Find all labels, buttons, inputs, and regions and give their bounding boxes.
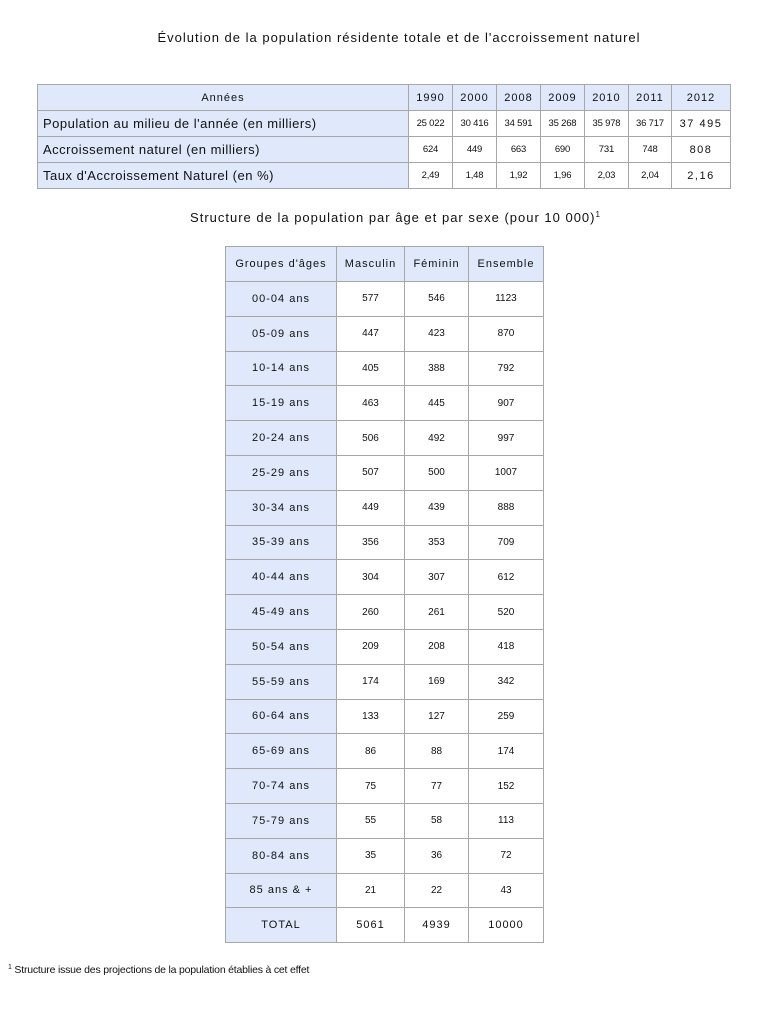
table-row [226, 629, 544, 664]
year-header-cell: 2009 [540, 85, 584, 111]
year-header-cell: 2008 [496, 85, 540, 111]
age-group-cell: 45-49 ans [226, 595, 337, 630]
table-cell: 259 [469, 699, 544, 734]
row-label: Accroissement naturel (en milliers) [38, 137, 409, 163]
table-cell: 174 [337, 664, 405, 699]
table-cell: 10000 [469, 908, 544, 943]
table-cell: 174 [469, 734, 544, 769]
age-structure-title [0, 210, 768, 225]
table-cell: 1,96 [540, 163, 584, 189]
table-row [226, 664, 544, 699]
table-cell: 55 [337, 803, 405, 838]
years-header-cell: Années [38, 85, 409, 111]
table-cell: 888 [469, 490, 544, 525]
table-row [226, 595, 544, 630]
year-header-cell: 2012 [672, 85, 731, 111]
table-cell: 907 [469, 386, 544, 421]
table-cell: 5061 [337, 908, 405, 943]
age-group-cell: 50-54 ans [226, 629, 337, 664]
table-cell: 34 591 [496, 111, 540, 137]
total-header: Ensemble [469, 247, 544, 282]
table-row [226, 838, 544, 873]
year-header-cell: 1990 [409, 85, 453, 111]
row-label: Population au milieu de l'année (en milliers) [38, 111, 409, 137]
table-cell: 58 [405, 803, 469, 838]
male-header: Masculin [337, 247, 405, 282]
table-header-row [226, 247, 544, 282]
table-row [226, 490, 544, 525]
age-group-cell: 35-39 ans [226, 525, 337, 560]
table-row [38, 137, 731, 163]
age-group-cell: 25-29 ans [226, 455, 337, 490]
table-cell: 36 717 [628, 111, 671, 137]
table-row [226, 282, 544, 317]
table-cell: 86 [337, 734, 405, 769]
table-cell: 808 [672, 137, 731, 163]
table-cell: 208 [405, 629, 469, 664]
table-cell: 1,92 [496, 163, 540, 189]
table-cell: 25 022 [409, 111, 453, 137]
table-row [226, 873, 544, 908]
age-group-header: Groupes d'âges [226, 247, 337, 282]
table-cell: 405 [337, 351, 405, 386]
age-structure-table [225, 246, 544, 943]
table-cell: 506 [337, 421, 405, 456]
footnote-marker: 1 [595, 210, 600, 219]
age-structure-title-text: Structure de la population par âge et par sexe (pour 10 000) [190, 210, 596, 225]
table-cell: 500 [405, 455, 469, 490]
table-cell: 520 [469, 595, 544, 630]
age-group-cell: 00-04 ans [226, 282, 337, 317]
year-header-cell: 2010 [584, 85, 628, 111]
table-row [226, 421, 544, 456]
table-cell: 447 [337, 316, 405, 351]
table-cell: 88 [405, 734, 469, 769]
female-header: Féminin [405, 247, 469, 282]
table-cell: 30 416 [452, 111, 496, 137]
table-cell: 43 [469, 873, 544, 908]
table-cell: 449 [337, 490, 405, 525]
table-cell: 507 [337, 455, 405, 490]
table-cell: 4939 [405, 908, 469, 943]
age-group-cell: 80-84 ans [226, 838, 337, 873]
age-group-cell: 10-14 ans [226, 351, 337, 386]
age-group-cell: 85 ans & + [226, 873, 337, 908]
table-cell: 388 [405, 351, 469, 386]
footnote [8, 964, 309, 976]
table-cell: 612 [469, 560, 544, 595]
table-cell: 35 268 [540, 111, 584, 137]
table-row [38, 111, 731, 137]
table-cell: 2,16 [672, 163, 731, 189]
table-cell: 133 [337, 699, 405, 734]
table-cell: 113 [469, 803, 544, 838]
table-header-row [38, 85, 731, 111]
table-cell: 35 [337, 838, 405, 873]
table-cell: 463 [337, 386, 405, 421]
table-cell: 577 [337, 282, 405, 317]
table-cell: 127 [405, 699, 469, 734]
table-cell: 2,49 [409, 163, 453, 189]
table-cell: 342 [469, 664, 544, 699]
table-row [226, 455, 544, 490]
table-cell: 2,04 [628, 163, 671, 189]
population-evolution-title: Évolution de la population résidente totale et de l'accroissement naturel [157, 30, 641, 45]
table-cell: 304 [337, 560, 405, 595]
table-cell: 261 [405, 595, 469, 630]
footnote-mark: 1 [8, 964, 12, 971]
table-cell: 997 [469, 421, 544, 456]
table-cell: 624 [409, 137, 453, 163]
year-header-cell: 2011 [628, 85, 671, 111]
table-cell: 260 [337, 595, 405, 630]
table-row [226, 316, 544, 351]
table-row [226, 734, 544, 769]
table-row [226, 386, 544, 421]
age-group-cell: 05-09 ans [226, 316, 337, 351]
table-cell: 492 [405, 421, 469, 456]
table-row [38, 163, 731, 189]
table-cell: 35 978 [584, 111, 628, 137]
table-cell: 792 [469, 351, 544, 386]
table-cell: 748 [628, 137, 671, 163]
table-cell: 152 [469, 769, 544, 804]
table-cell: 21 [337, 873, 405, 908]
age-group-cell: 65-69 ans [226, 734, 337, 769]
table-row [226, 525, 544, 560]
table-cell: 423 [405, 316, 469, 351]
table-cell: 870 [469, 316, 544, 351]
table-cell: 663 [496, 137, 540, 163]
table-cell: 449 [452, 137, 496, 163]
age-group-cell: 15-19 ans [226, 386, 337, 421]
age-group-cell: 40-44 ans [226, 560, 337, 595]
table-cell: 75 [337, 769, 405, 804]
year-header-cell: 2000 [452, 85, 496, 111]
table-row [226, 803, 544, 838]
table-cell: 209 [337, 629, 405, 664]
table-row [226, 769, 544, 804]
table-cell: 1007 [469, 455, 544, 490]
table-cell: 72 [469, 838, 544, 873]
table-cell: 1123 [469, 282, 544, 317]
table-cell: 690 [540, 137, 584, 163]
table-cell: 731 [584, 137, 628, 163]
table-cell: 37 495 [672, 111, 731, 137]
footnote-text: Structure issue des projections de la population établies à cet effet [14, 964, 310, 976]
table-row [226, 560, 544, 595]
total-row [226, 908, 544, 943]
table-cell: 418 [469, 629, 544, 664]
age-group-cell: 55-59 ans [226, 664, 337, 699]
table-cell: 546 [405, 282, 469, 317]
table-cell: 169 [405, 664, 469, 699]
table-cell: 1,48 [452, 163, 496, 189]
table-cell: 307 [405, 560, 469, 595]
table-cell: 22 [405, 873, 469, 908]
table-cell: 2,03 [584, 163, 628, 189]
table-cell: 36 [405, 838, 469, 873]
age-group-cell: 30-34 ans [226, 490, 337, 525]
table-cell: 356 [337, 525, 405, 560]
table-cell: 445 [405, 386, 469, 421]
age-group-cell: 70-74 ans [226, 769, 337, 804]
table-cell: 353 [405, 525, 469, 560]
total-label: TOTAL [226, 908, 337, 943]
population-evolution-table [37, 84, 731, 189]
table-cell: 439 [405, 490, 469, 525]
age-group-cell: 75-79 ans [226, 803, 337, 838]
age-group-cell: 20-24 ans [226, 421, 337, 456]
table-cell: 77 [405, 769, 469, 804]
table-row [226, 699, 544, 734]
table-cell: 709 [469, 525, 544, 560]
row-label: Taux d'Accroissement Naturel (en %) [38, 163, 409, 189]
table-row [226, 351, 544, 386]
age-group-cell: 60-64 ans [226, 699, 337, 734]
